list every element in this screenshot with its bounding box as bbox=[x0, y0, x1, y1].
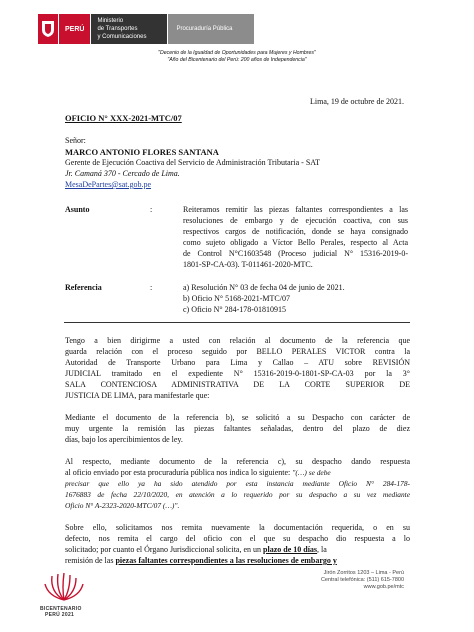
pieces-highlight: piezas faltantes correspondientes a las resoluciones de embargo y bbox=[115, 556, 337, 565]
paragraph-3-quote-line-2: 1676883 de fecha 22/10/2020, en atención a lo requerido por su despacho a su vez mediante bbox=[65, 490, 410, 499]
salutation: Señor: bbox=[65, 136, 86, 145]
ministry-name bbox=[90, 14, 167, 44]
paragraph-3-line-1: Al respecto, mediante documento de la referencia c), su despacho dando respuesta bbox=[65, 457, 410, 466]
paragraph-2-line-1: Mediante el documento de la referencia b), se solicitó a su Despacho con carácter de bbox=[65, 413, 410, 422]
coat-of-arms-icon bbox=[38, 14, 58, 44]
ministry-line-1: Ministerio bbox=[97, 18, 124, 24]
paragraph-1-line-5: SALA CONTENCIOSA ADMINISTRATIVA DE LA CORTE SUPERIOR DE bbox=[65, 380, 410, 389]
bicentenario-logo-icon bbox=[42, 570, 86, 609]
footer-address: Jirón Zorritos 1203 – Lima - Perú bbox=[323, 570, 404, 576]
asunto-colon: : bbox=[150, 205, 153, 214]
paragraph-4-line-1: Sobre ello, solicitamos nos remita nuevamente la documentación requerida, o en su bbox=[65, 523, 410, 532]
bicentenario-line-2: PERÚ 2021 bbox=[45, 612, 75, 618]
oficio-number: OFICIO N° XXX-2021-MTC/07 bbox=[65, 113, 182, 123]
quote-start: "(…) se debe bbox=[292, 468, 331, 477]
procuraduria-label: Procuraduría Pública bbox=[167, 14, 254, 44]
paragraph-2-line-2: muy urgente la remisión las piezas faltantes señaladas, dentro del plazo de diez bbox=[65, 424, 410, 433]
paragraph-1-line-1: Tengo a bien dirigirme a usted con relación al documento de la referencia que bbox=[65, 336, 410, 345]
deadline-highlight: plazo de 10 días bbox=[263, 545, 318, 554]
paragraph-4-line-2: defecto, nos remita el cargo del oficio con el que su despacho dio respuesta a lo bbox=[65, 534, 410, 543]
paragraph-4-line-3-text: solicitado; por cuanto el Órgano Jurisdiccional solicita, en un bbox=[65, 545, 262, 554]
paragraph-1-line-4: JUDICIAL tramitado en el expediente N° 15316-2019-0-1801-SP-CA-03 por la 3° bbox=[65, 369, 410, 378]
footer-web: www.gob.pe/mtc bbox=[363, 584, 404, 590]
decenio-line-1: "Decenio de la Igualdad de Oportunidades para Mujeres y Hombres" bbox=[158, 50, 316, 56]
paragraph-4-line-3-end: , la bbox=[317, 545, 327, 554]
ministry-line-3: y Comunicaciones bbox=[97, 34, 147, 40]
footer-phone: Central telefónica: (511) 615-7800 bbox=[320, 577, 404, 583]
referencia-item-a: a) Resolución N° 03 de fecha 04 de junio de 2021. bbox=[183, 283, 345, 292]
bicentenario-line-1: BICENTENARIO bbox=[40, 606, 82, 612]
referencia-label: Referencia bbox=[65, 283, 102, 292]
referencia-item-c: c) Oficio N° 284-178-01810915 bbox=[183, 305, 286, 314]
asunto-label: Asunto bbox=[65, 205, 90, 214]
decenio-line-2: "Año del Bicentenario del Perú: 200 años de Independencia" bbox=[167, 57, 307, 63]
paragraph-4-line-4-text: remisión de las bbox=[65, 556, 116, 565]
recipient-address: Jr. Camaná 370 - Cercado de Lima. bbox=[65, 169, 180, 178]
paragraph-1-line-3: Autoridad de Transporte Urbano para Lima y Callao – ATU sobre REVISIÓN bbox=[65, 358, 410, 367]
paragraph-3-quote-line-1: precisar que ello ya ha sido atendido por esta instancia mediante Oficio N° 284-178- bbox=[65, 479, 410, 488]
paragraph-2-line-3: días, bajo los apercibimientos de ley. bbox=[65, 435, 183, 444]
asunto-line-5: de Control N°C1603548 (Proceso judicial N° 15316-2019-0- bbox=[183, 249, 408, 258]
section-divider bbox=[64, 322, 410, 323]
paragraph-3-line-2-text: al oficio enviado por esta procuraduría pública nos indica lo siguiente: bbox=[65, 468, 293, 477]
ministry-line-2: de Transportes bbox=[97, 26, 138, 32]
referencia-colon: : bbox=[150, 283, 153, 292]
paragraph-4-line-3 bbox=[65, 545, 410, 555]
paragraph-3-line-2 bbox=[65, 468, 410, 478]
asunto-line-4: como sujeto obligado a Víctor Bello Perales, respecto al Acta bbox=[183, 238, 408, 247]
paragraph-1-line-6: JUSTICIA DE LIMA, para manifestarle que: bbox=[65, 391, 210, 400]
paragraph-3-quote-line-3: Oficio N° A-2323-2020-MTC/07 (…)". bbox=[65, 501, 180, 510]
recipient-name: MARCO ANTONIO FLORES SANTANA bbox=[65, 147, 219, 157]
recipient-email-link[interactable]: MesaDePartes@sat.gob.pe bbox=[65, 180, 152, 189]
ministry-logo bbox=[38, 14, 254, 44]
asunto-line-2: resoluciones de embargo y de ejecución coactiva, con sus bbox=[183, 216, 408, 225]
asunto-line-1: Reiteramos remitir las piezas faltantes correspondientes a las bbox=[183, 205, 408, 214]
asunto-line-3: respectivos cargos de notificación, donde se haya consignado bbox=[183, 227, 408, 236]
date-line: Lima, 19 de octubre de 2021. bbox=[310, 97, 404, 106]
peru-label: PERÚ bbox=[58, 14, 90, 44]
asunto-line-6: 1801-SP-CA-03). T-011461-2020-MTC. bbox=[183, 260, 313, 269]
paragraph-1-line-2: guarda relación con el proceso seguido por BELLO PERALES VICTOR contra la bbox=[65, 347, 410, 356]
paragraph-4-line-4 bbox=[65, 556, 410, 566]
recipient-position: Gerente de Ejecución Coactiva del Servicio de Administración Tributaria - SAT bbox=[65, 158, 321, 167]
referencia-item-b: b) Oficio N° 5168-2021-MTC/07 bbox=[183, 294, 290, 303]
